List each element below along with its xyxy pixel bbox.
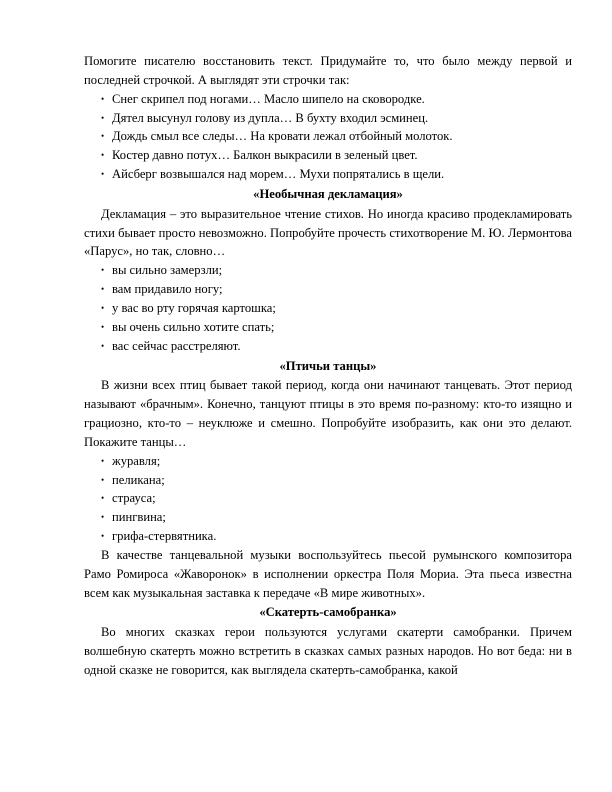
document-page bbox=[84, 52, 572, 680]
bullet-icon: • bbox=[101, 455, 105, 466]
section-heading-declamation: «Необычная декламация» bbox=[253, 186, 403, 201]
tablecloth-paragraph: Во многих сказках герои пользуются услугами скатерти самобранки. Причем волшебную скатерть можно встретить в сказках самых разных народов. Но вот беда: ни в одной сказке не говорится, как выглядела скатерть-самобранка, какой bbox=[84, 625, 572, 677]
list-item: • журавля; bbox=[101, 452, 572, 471]
list-item: • Айсберг возвышался над морем… Мухи попрятались в щели. bbox=[101, 165, 572, 184]
list-item: • Дождь смыл все следы… На кровати лежал отбойный молоток. bbox=[101, 127, 572, 146]
bullet-icon: • bbox=[101, 302, 105, 313]
bullet-icon: • bbox=[101, 321, 105, 332]
bullet-icon: • bbox=[101, 93, 105, 104]
intro-list bbox=[84, 90, 572, 184]
list-item: • пингвина; bbox=[101, 508, 572, 527]
list-item: • пеликана; bbox=[101, 471, 572, 490]
list-item: • страуса; bbox=[101, 489, 572, 508]
bullet-icon: • bbox=[101, 284, 105, 295]
bullet-icon: • bbox=[101, 112, 105, 123]
bullet-icon: • bbox=[101, 169, 105, 180]
list-item: • вы очень сильно хотите спать; bbox=[101, 318, 572, 337]
bullet-icon: • bbox=[101, 150, 105, 161]
birds-list bbox=[84, 452, 572, 546]
section-heading-birds: «Птичьи танцы» bbox=[279, 358, 377, 373]
intro-paragraph: Помогите писателю восстановить текст. Придумайте то, что было между первой и последней строчкой. А выглядят эти строчки так: bbox=[84, 54, 572, 87]
bullet-icon: • bbox=[101, 340, 105, 351]
music-paragraph: В качестве танцевальной музыки воспользуйтесь пьесой румынского композитора Рамо Ромироса «Жаворонок» в исполнении оркестра Поля Мориа. Эта пьеса известна всем как музыкальная заставка к передаче «В мире животных». bbox=[84, 547, 572, 600]
bullet-icon: • bbox=[101, 265, 105, 276]
bullet-icon: • bbox=[101, 131, 105, 142]
bullet-icon: • bbox=[101, 512, 105, 523]
list-item: • вам придавило ногу; bbox=[101, 280, 572, 299]
section-heading-tablecloth: «Скатерть-самобранка» bbox=[259, 605, 397, 620]
list-item: • Дятел высунул голову из дупла… В бухту входил эсминец. bbox=[101, 109, 572, 128]
bullet-icon: • bbox=[101, 493, 105, 504]
list-item: • у вас во рту горячая картошка; bbox=[101, 299, 572, 318]
bullet-icon: • bbox=[101, 474, 105, 485]
declamation-list bbox=[84, 261, 572, 355]
birds-paragraph: В жизни всех птиц бывает такой период, когда они начинают танцевать. Этот период называют «брачным». Конечно, танцуют птицы в это время по-разному: кто-то изящно и грациозно, кто-то – неуклюже и смешно. Попробуйте изобразить, как они это делают. Покажите танцы… bbox=[84, 378, 572, 449]
list-item: • вы сильно замерзли; bbox=[101, 261, 572, 280]
list-item: • Снег скрипел под ногами… Масло шипело на сковородке. bbox=[101, 90, 572, 109]
list-item: • Костер давно потух… Балкон выкрасили в зеленый цвет. bbox=[101, 146, 572, 165]
bullet-icon: • bbox=[101, 531, 105, 542]
list-item: • грифа-стервятника. bbox=[101, 527, 572, 546]
list-item: • вас сейчас расстреляют. bbox=[101, 337, 572, 356]
declamation-paragraph: Декламация – это выразительное чтение стихов. Но иногда красиво продекламировать стихи бывает просто невозможно. Попробуйте прочесть стихотворение М. Ю. Лермонтова «Парус», но так, словно… bbox=[84, 206, 572, 259]
